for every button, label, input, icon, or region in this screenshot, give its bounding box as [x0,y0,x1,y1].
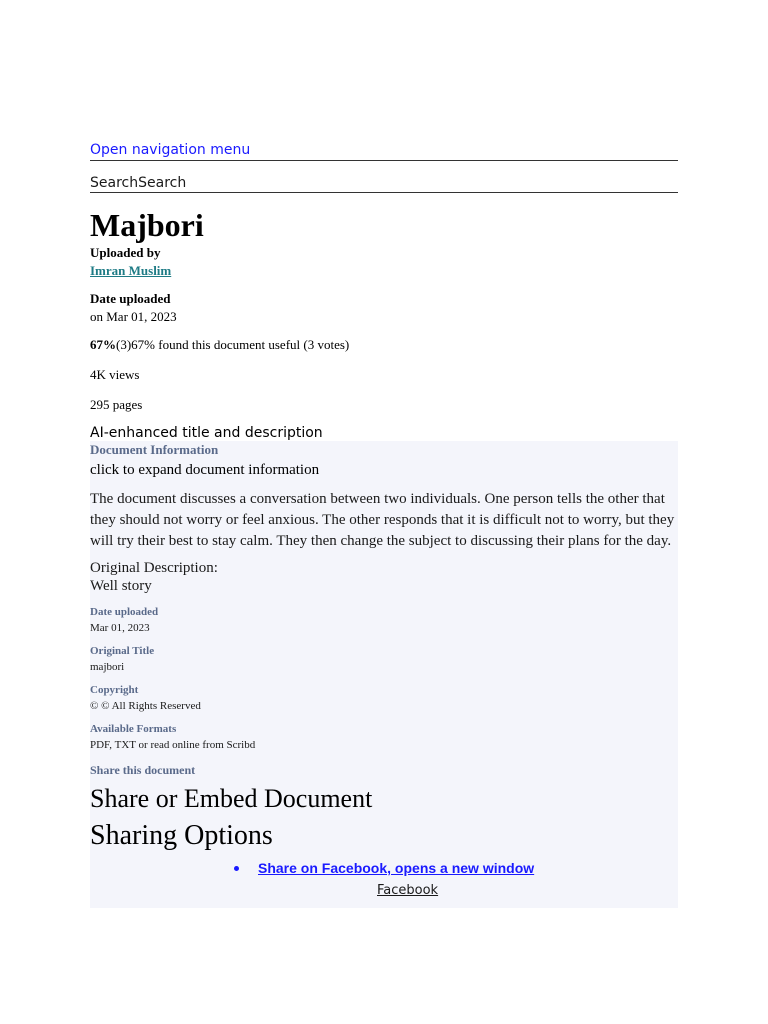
date-uploaded-value: on Mar 01, 2023 [90,309,177,324]
date-uploaded-label: Date uploaded [90,291,171,306]
original-description-label: Original Description: [90,560,218,576]
meta-value-copyright: © © All Rights Reserved [90,700,201,712]
page-content [90,142,678,908]
document-information-heading: Document Information [90,442,219,457]
ai-enhanced-label: AI-enhanced title and description [90,425,323,441]
meta-label-original-title: Original Title [90,645,155,657]
meta-label-available-formats: Available Formats [90,723,177,735]
bullet-icon [234,866,239,871]
pages-count: 295 pages [90,397,143,412]
page-title: Majbori [90,207,204,243]
share-document-label: Share this document [90,763,196,777]
sharing-options-heading: Sharing Options [90,820,273,851]
rating[interactable] [90,337,678,353]
open-navigation-menu-link[interactable]: Open navigation menu [90,142,678,161]
rating-text: 67% found this document useful (3 votes) [131,337,350,352]
search-label[interactable]: Search [138,175,187,191]
meta-value-original-title: majbori [90,661,125,673]
document-information-panel [90,441,678,908]
meta-label-copyright: Copyright [90,684,139,696]
meta-value-available-formats: PDF, TXT or read online from Scribd [90,739,256,751]
share-facebook-item [90,860,678,898]
search-icon[interactable]: Search [90,175,139,191]
original-description-value: Well story [90,578,152,594]
expand-document-information[interactable]: click to expand document information [90,462,320,478]
document-description: The document discusses a conversation between two individuals. One person tells the other that they should not worry or feel anxious. The other responds that it is difficult not to worry, but they will try their best to stay calm. They then change the subject to discussing their plans for the day. [90,491,675,549]
uploaded-by-label: Uploaded by [90,245,161,260]
share-embed-heading: Share or Embed Document [90,784,373,813]
share-facebook-link[interactable]: Share on Facebook, opens a new window [258,860,535,876]
rating-percent: 67% [90,337,116,352]
rating-votes: (3) [116,337,132,352]
search-row[interactable] [90,175,678,193]
meta-value-date-uploaded: Mar 01, 2023 [90,622,150,634]
author-link[interactable]: Imran Muslim [90,263,172,278]
facebook-label[interactable]: Facebook [377,883,439,898]
meta-label-date-uploaded: Date uploaded [90,606,159,618]
views-count: 4K views [90,367,140,382]
